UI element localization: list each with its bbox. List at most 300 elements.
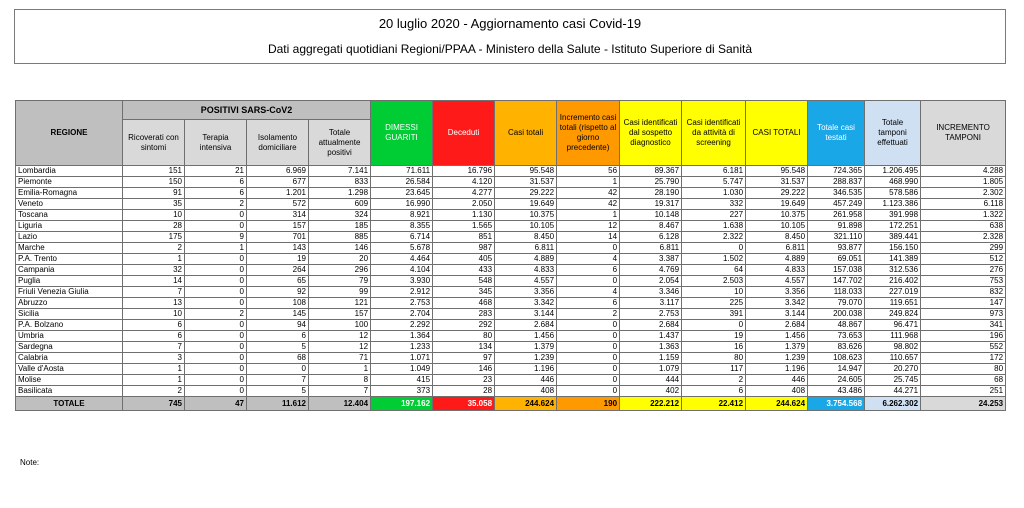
region-name: P.A. Trento xyxy=(16,254,123,265)
table-cell: 446 xyxy=(746,375,808,386)
table-cell: 141.389 xyxy=(865,254,921,265)
table-cell: 65 xyxy=(247,276,309,287)
table-cell: 0 xyxy=(682,320,746,331)
table-row xyxy=(16,254,1006,265)
table-cell: 35 xyxy=(123,199,185,210)
table-cell: 0 xyxy=(185,364,247,375)
table-cell: 299 xyxy=(921,243,1006,254)
region-name: Campania xyxy=(16,265,123,276)
table-cell: 99 xyxy=(309,287,371,298)
table-cell: 2 xyxy=(185,309,247,320)
report-subtitle: Dati aggregati quotidiani Regioni/PPAA - Ministero della Salute - Istituto Superiore di Sanità xyxy=(267,42,753,56)
col-header-casi-screening: Casi identificati da attività di screening xyxy=(682,101,746,166)
table-cell: 12 xyxy=(557,221,620,232)
table-cell: 2.684 xyxy=(620,320,682,331)
table-cell: 677 xyxy=(247,177,309,188)
table-cell: 4.104 xyxy=(371,265,433,276)
table-cell: 3.387 xyxy=(620,254,682,265)
table-row xyxy=(16,331,1006,342)
table-cell: 83.626 xyxy=(808,342,865,353)
table-cell: 1.239 xyxy=(746,353,808,364)
table-cell: 10 xyxy=(682,287,746,298)
table-cell: 2 xyxy=(185,199,247,210)
table-cell: 26.584 xyxy=(371,177,433,188)
table-cell: 0 xyxy=(557,386,620,397)
table-cell: 16 xyxy=(682,342,746,353)
table-cell: 4.889 xyxy=(495,254,557,265)
total-row xyxy=(16,397,1006,411)
table-cell: 8.921 xyxy=(371,210,433,221)
region-name: Sardegna xyxy=(16,342,123,353)
table-cell: 5.678 xyxy=(371,243,433,254)
table-cell: 264 xyxy=(247,265,309,276)
col-header-totale-tamponi: Totale tamponi effettuati xyxy=(865,101,921,166)
table-cell: 147 xyxy=(921,298,1006,309)
table-cell: 1.130 xyxy=(433,210,495,221)
region-name: Friuli Venezia Giulia xyxy=(16,287,123,298)
table-cell: 4.833 xyxy=(495,265,557,276)
table-cell: 28.190 xyxy=(620,188,682,199)
table-cell: 143 xyxy=(247,243,309,254)
table-cell: 146 xyxy=(433,364,495,375)
table-cell: 6 xyxy=(247,331,309,342)
table-cell: 89.367 xyxy=(620,166,682,177)
table-row xyxy=(16,309,1006,320)
table-cell: 3.342 xyxy=(495,298,557,309)
region-name: P.A. Bolzano xyxy=(16,320,123,331)
table-cell: 1.364 xyxy=(371,331,433,342)
table-cell: 885 xyxy=(309,232,371,243)
table-cell: 312.536 xyxy=(865,265,921,276)
table-cell: 753 xyxy=(921,276,1006,287)
region-name: Marche xyxy=(16,243,123,254)
table-cell: 7.141 xyxy=(309,166,371,177)
table-cell: 468.990 xyxy=(865,177,921,188)
total-cell: 35.058 xyxy=(433,397,495,411)
table-cell: 14 xyxy=(123,276,185,287)
table-cell: 0 xyxy=(185,353,247,364)
table-cell: 332 xyxy=(682,199,746,210)
total-cell: 197.162 xyxy=(371,397,433,411)
table-cell: 578.586 xyxy=(865,188,921,199)
table-cell: 31.537 xyxy=(746,177,808,188)
table-cell: 638 xyxy=(921,221,1006,232)
table-cell: 73.653 xyxy=(808,331,865,342)
table-cell: 2.050 xyxy=(433,199,495,210)
table-cell: 1.456 xyxy=(495,331,557,342)
table-cell: 6 xyxy=(185,177,247,188)
table-cell: 4.288 xyxy=(921,166,1006,177)
region-name: Liguria xyxy=(16,221,123,232)
table-cell: 92 xyxy=(247,287,309,298)
table-cell: 19 xyxy=(682,331,746,342)
table-cell: 172 xyxy=(921,353,1006,364)
table-cell: 95.548 xyxy=(495,166,557,177)
table-cell: 32 xyxy=(123,265,185,276)
table-cell: 6.128 xyxy=(620,232,682,243)
col-header-incremento-tamponi: INCREMENTO TAMPONI xyxy=(921,101,1006,166)
table-cell: 261.958 xyxy=(808,210,865,221)
table-cell: 95.548 xyxy=(746,166,808,177)
table-cell: 8 xyxy=(309,375,371,386)
region-name: Lazio xyxy=(16,232,123,243)
table-cell: 196 xyxy=(921,331,1006,342)
table-cell: 43.486 xyxy=(808,386,865,397)
report-title: 20 luglio 2020 - Aggiornamento casi Covid-19 xyxy=(378,16,642,31)
table-cell: 80 xyxy=(682,353,746,364)
table-cell: 157 xyxy=(309,309,371,320)
table-cell: 68 xyxy=(921,375,1006,386)
table-cell: 16.990 xyxy=(371,199,433,210)
table-body xyxy=(16,166,1006,411)
table-cell: 10 xyxy=(123,309,185,320)
table-cell: 4.557 xyxy=(495,276,557,287)
col-header-totale-casi-testati: Totale casi testati xyxy=(808,101,865,166)
table-cell: 0 xyxy=(185,276,247,287)
table-cell: 20 xyxy=(309,254,371,265)
table-cell: 2.302 xyxy=(921,188,1006,199)
table-cell: 1 xyxy=(557,177,620,188)
table-cell: 973 xyxy=(921,309,1006,320)
table-cell: 157 xyxy=(247,221,309,232)
table-cell: 20.270 xyxy=(865,364,921,375)
table-cell: 108.623 xyxy=(808,353,865,364)
table-cell: 1.379 xyxy=(746,342,808,353)
table-cell: 175 xyxy=(123,232,185,243)
total-cell: 24.253 xyxy=(921,397,1006,411)
table-cell: 4 xyxy=(557,254,620,265)
table-cell: 56 xyxy=(557,166,620,177)
table-cell: 10 xyxy=(123,210,185,221)
table-cell: 200.038 xyxy=(808,309,865,320)
table-cell: 4.464 xyxy=(371,254,433,265)
table-cell: 3 xyxy=(123,353,185,364)
col-header-dimessi-guariti: DIMESSI GUARITI xyxy=(371,101,433,166)
col-header-deceduti: Deceduti xyxy=(433,101,495,166)
total-cell: 244.624 xyxy=(746,397,808,411)
table-cell: 2 xyxy=(682,375,746,386)
table-cell: 3.144 xyxy=(495,309,557,320)
table-cell: 25.790 xyxy=(620,177,682,188)
table-cell: 28 xyxy=(433,386,495,397)
table-cell: 1 xyxy=(185,243,247,254)
table-cell: 150 xyxy=(123,177,185,188)
table-cell: 6 xyxy=(557,265,620,276)
col-header-isolamento: Isolamento domiciliare xyxy=(247,120,309,166)
table-cell: 64 xyxy=(682,265,746,276)
table-cell: 94 xyxy=(247,320,309,331)
covid-data-table xyxy=(15,100,1006,411)
region-name: Molise xyxy=(16,375,123,386)
table-cell: 1.030 xyxy=(682,188,746,199)
table-row xyxy=(16,386,1006,397)
table-cell: 0 xyxy=(557,353,620,364)
table-cell: 0 xyxy=(185,221,247,232)
table-cell: 0 xyxy=(185,331,247,342)
table-cell: 4.557 xyxy=(746,276,808,287)
table-cell: 0 xyxy=(557,364,620,375)
table-cell: 2.704 xyxy=(371,309,433,320)
table-row xyxy=(16,177,1006,188)
table-cell: 1.805 xyxy=(921,177,1006,188)
col-header-casi-sospetto-diagnostico: Casi identificati dal sospetto diagnostico xyxy=(620,101,682,166)
region-name: Puglia xyxy=(16,276,123,287)
table-cell: 19.317 xyxy=(620,199,682,210)
table-cell: 151 xyxy=(123,166,185,177)
table-cell: 324 xyxy=(309,210,371,221)
region-name: Veneto xyxy=(16,199,123,210)
table-cell: 1.159 xyxy=(620,353,682,364)
region-name: Toscana xyxy=(16,210,123,221)
table-cell: 6.714 xyxy=(371,232,433,243)
table-cell: 6.118 xyxy=(921,199,1006,210)
table-cell: 8.467 xyxy=(620,221,682,232)
table-cell: 0 xyxy=(185,386,247,397)
table-cell: 1.363 xyxy=(620,342,682,353)
table-row xyxy=(16,265,1006,276)
table-cell: 0 xyxy=(557,375,620,386)
table-cell: 405 xyxy=(433,254,495,265)
table-cell: 2.912 xyxy=(371,287,433,298)
table-cell: 391 xyxy=(682,309,746,320)
table-cell: 6.811 xyxy=(620,243,682,254)
table-cell: 1.071 xyxy=(371,353,433,364)
table-cell: 117 xyxy=(682,364,746,375)
table-cell: 91.898 xyxy=(808,221,865,232)
table-cell: 108 xyxy=(247,298,309,309)
col-header-incremento-casi: Incremento casi totali (rispetto al giorno precedente) xyxy=(557,101,620,166)
table-cell: 7 xyxy=(309,386,371,397)
table-cell: 2.054 xyxy=(620,276,682,287)
table-cell: 3.356 xyxy=(495,287,557,298)
table-cell: 110.657 xyxy=(865,353,921,364)
table-cell: 8.450 xyxy=(746,232,808,243)
table-cell: 2.503 xyxy=(682,276,746,287)
total-cell: 190 xyxy=(557,397,620,411)
table-cell: 227.019 xyxy=(865,287,921,298)
table-cell: 701 xyxy=(247,232,309,243)
table-cell: 1.239 xyxy=(495,353,557,364)
table-cell: 0 xyxy=(557,331,620,342)
table-cell: 71.611 xyxy=(371,166,433,177)
table-cell: 314 xyxy=(247,210,309,221)
table-cell: 1.638 xyxy=(682,221,746,232)
table-cell: 12 xyxy=(309,331,371,342)
table-cell: 1.201 xyxy=(247,188,309,199)
table-cell: 321.110 xyxy=(808,232,865,243)
region-name: Emilia-Romagna xyxy=(16,188,123,199)
table-cell: 119.651 xyxy=(865,298,921,309)
table-cell: 8.355 xyxy=(371,221,433,232)
table-cell: 1.565 xyxy=(433,221,495,232)
table-row xyxy=(16,188,1006,199)
table-cell: 1.502 xyxy=(682,254,746,265)
table-cell: 10.375 xyxy=(746,210,808,221)
table-cell: 10.105 xyxy=(495,221,557,232)
table-cell: 6 xyxy=(123,331,185,342)
table-cell: 48.867 xyxy=(808,320,865,331)
table-cell: 93.877 xyxy=(808,243,865,254)
table-cell: 111.968 xyxy=(865,331,921,342)
table-cell: 1.456 xyxy=(746,331,808,342)
table-cell: 98.802 xyxy=(865,342,921,353)
table-cell: 4.769 xyxy=(620,265,682,276)
region-name: Sicilia xyxy=(16,309,123,320)
table-cell: 0 xyxy=(247,364,309,375)
col-header-ricoverati: Ricoverati con sintomi xyxy=(123,120,185,166)
table-cell: 1.123.386 xyxy=(865,199,921,210)
table-cell: 2 xyxy=(123,386,185,397)
table-cell: 408 xyxy=(495,386,557,397)
table-cell: 14.947 xyxy=(808,364,865,375)
table-row xyxy=(16,221,1006,232)
total-cell: 11.612 xyxy=(247,397,309,411)
table-cell: 3.356 xyxy=(746,287,808,298)
region-name: Piemonte xyxy=(16,177,123,188)
table-cell: 444 xyxy=(620,375,682,386)
region-name: Valle d'Aosta xyxy=(16,364,123,375)
table-cell: 0 xyxy=(557,243,620,254)
table-cell: 8.450 xyxy=(495,232,557,243)
table-cell: 0 xyxy=(185,254,247,265)
table-cell: 19.649 xyxy=(495,199,557,210)
table-cell: 0 xyxy=(557,320,620,331)
group-header-positivi: POSITIVI SARS-CoV2 xyxy=(123,101,371,120)
table-cell: 7 xyxy=(247,375,309,386)
report-header xyxy=(14,9,1006,64)
table-cell: 2 xyxy=(123,243,185,254)
table-cell: 2.328 xyxy=(921,232,1006,243)
table-cell: 3.117 xyxy=(620,298,682,309)
table-cell: 0 xyxy=(185,265,247,276)
table-cell: 227 xyxy=(682,210,746,221)
table-cell: 71 xyxy=(309,353,371,364)
table-cell: 3.144 xyxy=(746,309,808,320)
table-cell: 80 xyxy=(921,364,1006,375)
table-cell: 42 xyxy=(557,199,620,210)
table-cell: 5 xyxy=(247,386,309,397)
table-cell: 512 xyxy=(921,254,1006,265)
table-cell: 6 xyxy=(682,386,746,397)
table-cell: 0 xyxy=(557,276,620,287)
table-cell: 1.233 xyxy=(371,342,433,353)
table-cell: 373 xyxy=(371,386,433,397)
table-cell: 433 xyxy=(433,265,495,276)
table-cell: 249.824 xyxy=(865,309,921,320)
total-cell: 222.212 xyxy=(620,397,682,411)
table-cell: 2.753 xyxy=(371,298,433,309)
table-cell: 31.537 xyxy=(495,177,557,188)
table-cell: 2 xyxy=(557,309,620,320)
table-cell: 10.148 xyxy=(620,210,682,221)
table-row xyxy=(16,287,1006,298)
table-cell: 225 xyxy=(682,298,746,309)
table-cell: 4 xyxy=(557,287,620,298)
table-cell: 1.049 xyxy=(371,364,433,375)
table-cell: 851 xyxy=(433,232,495,243)
total-cell: 6.262.302 xyxy=(865,397,921,411)
table-row xyxy=(16,276,1006,287)
table-row xyxy=(16,166,1006,177)
table-cell: 6.811 xyxy=(495,243,557,254)
table-row xyxy=(16,243,1006,254)
table-cell: 147.702 xyxy=(808,276,865,287)
table-cell: 14 xyxy=(557,232,620,243)
total-cell: 745 xyxy=(123,397,185,411)
total-cell: 22.412 xyxy=(682,397,746,411)
table-cell: 276 xyxy=(921,265,1006,276)
table-cell: 121 xyxy=(309,298,371,309)
table-cell: 5.747 xyxy=(682,177,746,188)
total-cell: 47 xyxy=(185,397,247,411)
table-cell: 21 xyxy=(185,166,247,177)
table-cell: 146 xyxy=(309,243,371,254)
table-cell: 1.298 xyxy=(309,188,371,199)
table-cell: 1.437 xyxy=(620,331,682,342)
table-cell: 118.033 xyxy=(808,287,865,298)
table-cell: 216.402 xyxy=(865,276,921,287)
table-cell: 341 xyxy=(921,320,1006,331)
table-row xyxy=(16,375,1006,386)
col-header-totale-positivi: Totale attualmente positivi xyxy=(309,120,371,166)
table-cell: 2.684 xyxy=(495,320,557,331)
table-cell: 134 xyxy=(433,342,495,353)
table-cell: 987 xyxy=(433,243,495,254)
table-cell: 724.365 xyxy=(808,166,865,177)
total-cell: 244.624 xyxy=(495,397,557,411)
table-cell: 1.379 xyxy=(495,342,557,353)
table-cell: 1 xyxy=(123,364,185,375)
table-cell: 0 xyxy=(682,243,746,254)
table-row xyxy=(16,232,1006,243)
table-cell: 391.998 xyxy=(865,210,921,221)
region-name: Lombardia xyxy=(16,166,123,177)
table-cell: 0 xyxy=(185,320,247,331)
table-cell: 548 xyxy=(433,276,495,287)
table-cell: 96.471 xyxy=(865,320,921,331)
table-cell: 97 xyxy=(433,353,495,364)
table-cell: 6 xyxy=(123,320,185,331)
table-cell: 6.181 xyxy=(682,166,746,177)
table-cell: 100 xyxy=(309,320,371,331)
table-cell: 1.322 xyxy=(921,210,1006,221)
table-cell: 29.222 xyxy=(495,188,557,199)
table-cell: 68 xyxy=(247,353,309,364)
table-cell: 3.930 xyxy=(371,276,433,287)
table-cell: 288.837 xyxy=(808,177,865,188)
table-cell: 145 xyxy=(247,309,309,320)
table-cell: 1 xyxy=(123,375,185,386)
table-cell: 389.441 xyxy=(865,232,921,243)
table-cell: 0 xyxy=(557,342,620,353)
table-cell: 6 xyxy=(185,188,247,199)
table-cell: 7 xyxy=(123,287,185,298)
table-cell: 10.105 xyxy=(746,221,808,232)
table-cell: 25.745 xyxy=(865,375,921,386)
table-cell: 44.271 xyxy=(865,386,921,397)
table-cell: 296 xyxy=(309,265,371,276)
table-cell: 13 xyxy=(123,298,185,309)
table-cell: 1.196 xyxy=(746,364,808,375)
table-cell: 1.206.495 xyxy=(865,166,921,177)
total-label: TOTALE xyxy=(16,397,123,411)
table-cell: 24.605 xyxy=(808,375,865,386)
table-cell: 23.645 xyxy=(371,188,433,199)
table-row xyxy=(16,353,1006,364)
table-cell: 402 xyxy=(620,386,682,397)
table-cell: 1 xyxy=(557,210,620,221)
table-cell: 2.753 xyxy=(620,309,682,320)
